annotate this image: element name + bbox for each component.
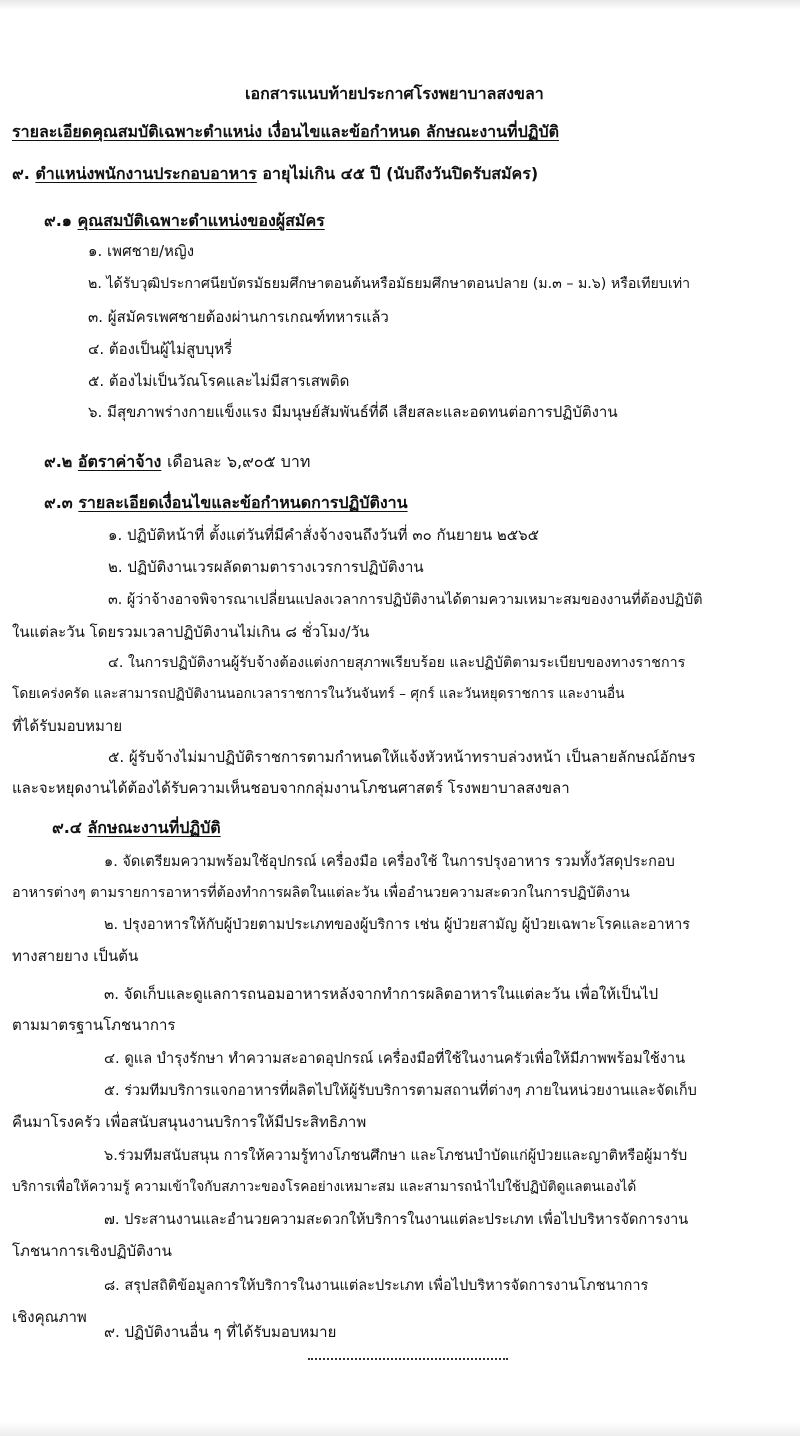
section2-heading	[44, 452, 310, 472]
section3-line: ที่ได้รับมอบหมาย	[12, 717, 123, 735]
section1-number: ๙.๑	[44, 211, 72, 230]
section1-item: ๖. มีสุขภาพร่างกายแข็งแรง มีมนุษย์สัมพันธ์ที่ดี เสียสละและอดทนต่อการปฏิบัติงาน	[88, 403, 618, 421]
section4-line: ๒. ปรุงอาหารให้กับผู้ป่วยตามประเภทของผู้บริการ เช่น ผู้ป่วยสามัญ ผู้ป่วยเฉพาะโรคและอาหาร	[104, 917, 691, 933]
section3-line: ๔. ในการปฏิบัติงานผู้รับจ้างต้องแต่งกายสุภาพเรียบร้อย และปฏิบัติตามระเบียบของทางราชการ	[108, 655, 686, 671]
scan-edge-top	[0, 0, 800, 10]
section1-item: ๑. เพศชาย/หญิง	[88, 242, 195, 260]
scan-edge-bottom	[0, 1422, 800, 1436]
section4-line: บริการเพื่อให้ความรู้ ความเข้าใจกับสภาวะของโรคอย่างเหมาะสม และสามารถนำไปใช้ปฏิบัติดูแลตนเองได้	[12, 1179, 637, 1195]
position-title: ตำแหน่งพนักงานประกอบอาหาร	[35, 164, 257, 183]
section4-line: ๔. ดูแล บำรุงรักษา ทำความสะอาดอุปกรณ์ เครื่องมือที่ใช้ในงานครัวเพื่อให้มีภาพพร้อมใช้งาน	[104, 1050, 686, 1067]
section4-line: ๕. ร่วมทีมบริการแจกอาหารที่ผลิตไปให้ผู้รับบริการตามสถานที่ต่างๆ ภายในหน่วยงานและจัดเก็บ	[104, 1083, 697, 1099]
section1-heading	[44, 211, 325, 231]
section3-number: ๙.๓	[44, 493, 73, 512]
section3-line: ในแต่ละวัน โดยรวมเวลาปฏิบัติงานไม่เกิน ๘ ชั่วโมง/วัน	[12, 623, 370, 641]
position-heading	[12, 164, 538, 184]
section4-line: อาหารต่างๆ ตามรายการอาหารที่ต้องทำการผลิตในแต่ละวัน เพื่ออำนวยความสะดวกในการปฏิบัติงาน	[12, 885, 630, 901]
section3-line: และจะหยุดงานได้ต้องได้รับความเห็นชอบจากกลุ่มงานโภชนศาสตร์ โรงพยาบาลสงขลา	[12, 779, 570, 797]
section1-title: คุณสมบัติเฉพาะตำแหน่งของผู้สมัคร	[77, 211, 325, 230]
section3-line: โดยเคร่งครัด และสามารถปฏิบัติงานนอกเวลาราชการในวันจันทร์ – ศุกร์ และวันหยุดราชการ และงานอื่น	[12, 686, 625, 702]
section3-line: ๓. ผู้ว่าจ้างอาจพิจารณาเปลี่ยนแปลงเวลาการปฏิบัติงานได้ตามความเหมาะสมของงานที่ต้องปฏิบัติ	[108, 592, 703, 608]
section4-line: ๘. สรุปสถิติข้อมูลการให้บริการในงานแต่ละประเภท เพื่อไปบริหารจัดการงานโภชนาการ	[104, 1278, 649, 1294]
section3-line: ๕. ผู้รับจ้างไม่มาปฏิบัติราชการตามกำหนดให้แจ้งหัวหน้าทราบล่วงหน้า เป็นลายลักษณ์อักษร	[108, 748, 696, 766]
section3-heading	[44, 493, 408, 513]
section4-line: โภชนาการเชิงปฏิบัติงาน	[12, 1242, 172, 1260]
section4-line: ๑. จัดเตรียมความพร้อมใช้อุปกรณ์ เครื่องมือ เครื่องใช้ ในการปรุงอาหาร รวมทั้งวัสดุประกอบ	[104, 854, 675, 870]
section3-title: รายละเอียดเงื่อนไขและข้อกำหนดการปฏิบัติงาน	[78, 493, 408, 512]
section4-line: ๖.ร่วมทีมสนับสนุน การให้ความรู้ทางโภชนศึกษา และโภชนบำบัดแก่ผู้ป่วยและญาติหรือผู้มารับ	[104, 1148, 688, 1164]
section1-item: ๕. ต้องไม่เป็นวัณโรคและไม่มีสารเสพติด	[88, 372, 350, 390]
section4-line: ๓. จัดเก็บและดูแลการถนอมอาหารหลังจากทำการผลิตอาหารในแต่ละวัน เพื่อให้เป็นไป	[104, 985, 659, 1003]
section2-text: เดือนละ ๖,๙๐๕ บาท	[166, 452, 311, 471]
position-number: ๙.	[12, 164, 30, 183]
doc-subtitle: รายละเอียดคุณสมบัติเฉพาะตำแหน่ง เงื่อนไขและข้อกำหนด ลักษณะงานที่ปฏิบัติ	[12, 122, 560, 141]
section2-title: อัตราค่าจ้าง	[77, 452, 162, 471]
section3-line: ๒. ปฏิบัติงานเวรผลัดตามตารางเวรการปฏิบัติงาน	[108, 558, 424, 576]
section4-title: ลักษณะงานที่ปฏิบัติ	[87, 818, 221, 837]
section4-heading	[52, 818, 221, 838]
section4-line: ๙. ปฏิบัติงานอื่น ๆ ที่ได้รับมอบหมาย	[104, 1323, 337, 1341]
section4-line: ทางสายยาง เป็นต้น	[12, 947, 139, 965]
position-age: อายุไม่เกิน ๔๕ ปี (นับถึงวันปิดรับสมัคร)	[262, 164, 539, 183]
doc-title: เอกสารแนบท้ายประกาศโรงพยาบาลสงขลา	[245, 84, 544, 103]
section4-line: ๗. ประสานงานและอำนวยความสะดวกให้บริการในงานแต่ละประเภท เพื่อไปบริหารจัดการงาน	[104, 1212, 689, 1228]
section4-line: คืนมาโรงครัว เพื่อสนับสนุนงานบริการให้มีประสิทธิภาพ	[12, 1113, 367, 1131]
end-dotted-line	[308, 1358, 508, 1360]
section1-item: ๒. ได้รับวุฒิประกาศนียบัตรมัธยมศึกษาตอนต้นหรือมัธยมศึกษาตอนปลาย (ม.๓ – ม.๖) หรือเทียบเท่า	[88, 276, 691, 292]
section4-number: ๙.๔	[52, 818, 82, 837]
section3-line: ๑. ปฏิบัติหน้าที่ ตั้งแต่วันที่มีคำสั่งจ้างจนถึงวันที่ ๓๐ กันยายน ๒๕๖๕	[108, 526, 539, 544]
section1-item: ๔. ต้องเป็นผู้ไม่สูบบุหรี่	[88, 340, 233, 358]
section4-line: ตามมาตรฐานโภชนาการ	[12, 1016, 176, 1034]
section2-number: ๙.๒	[44, 452, 73, 471]
section4-line: เชิงคุณภาพ	[12, 1308, 87, 1326]
section1-item: ๓. ผู้สมัครเพศชายต้องผ่านการเกณฑ์ทหารแล้ว	[88, 308, 389, 326]
